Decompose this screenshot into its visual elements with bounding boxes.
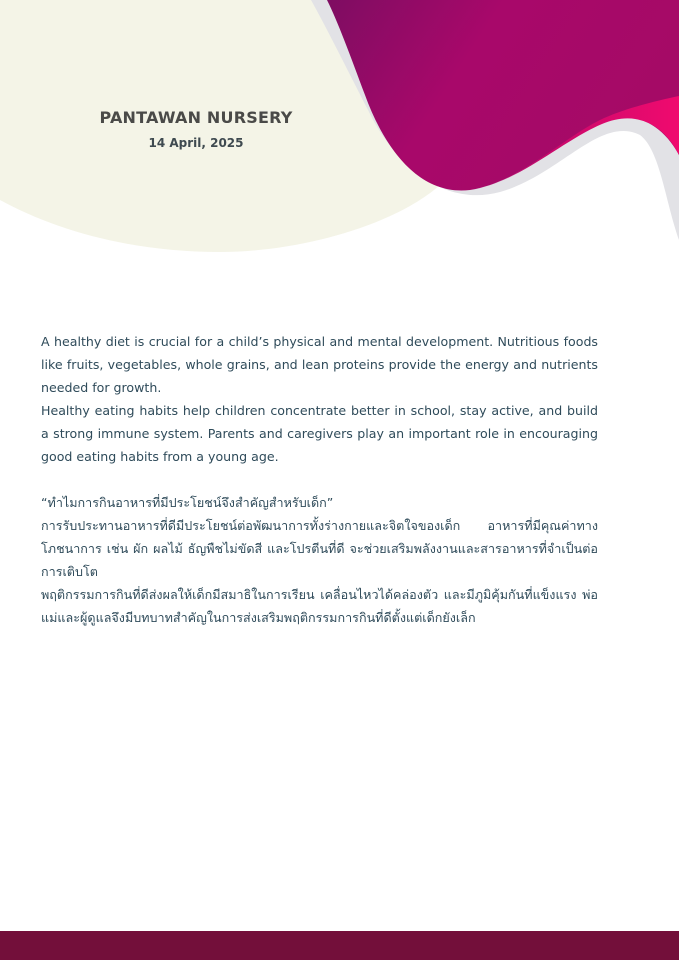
header-decoration <box>0 0 679 320</box>
document-date: 14 April, 2025 <box>148 136 244 150</box>
footer-bar <box>0 931 679 960</box>
thai-heading: “ทำไมการกินอาหารที่มีประโยชน์จึงสำคัญสำหรับเด็ก” <box>41 495 334 510</box>
thai-paragraph-1: การรับประทานอาหารที่ดีมีประโยชน์ต่อพัฒนาการทั้งร่างกายและจิตใจของเด็ก อาหารที่มีคุณค่าทางโภชนาการ เช่น ผัก ผลไม้ ธัญพืชไม่ขัดสี และโปรตีนที่ดี จะช่วยเสริมพลังงานและสารอาหารที่จำเป็นต่อการเติบโต <box>41 518 598 579</box>
letter-header <box>96 108 296 150</box>
english-paragraph-1: A healthy diet is crucial for a child’s physical and mental development. Nutritious foods like fruits, vegetables, whole grains, and lean proteins provide the energy and nutrients needed for growth. <box>41 334 598 395</box>
organization-name: PANTAWAN NURSERY <box>99 108 293 127</box>
english-paragraph-2: Healthy eating habits help children concentrate better in school, stay active, and build a strong immune system. Parents and caregivers play an important role in encouraging good eating habits from a young age. <box>41 403 598 464</box>
paragraph-spacer <box>41 468 598 491</box>
letter-body <box>41 330 598 629</box>
thai-paragraph-2: พฤติกรรมการกินที่ดีส่งผลให้เด็กมีสมาธิในการเรียน เคลื่อนไหวได้คล่องตัว และมีภูมิคุ้มกันที่แข็งแรง พ่อแม่และผู้ดูแลจึงมีบทบาทสำคัญในการส่งเสริมพฤติกรรมการกินที่ดีตั้งแต่เด็กยังเล็ก <box>41 587 598 625</box>
